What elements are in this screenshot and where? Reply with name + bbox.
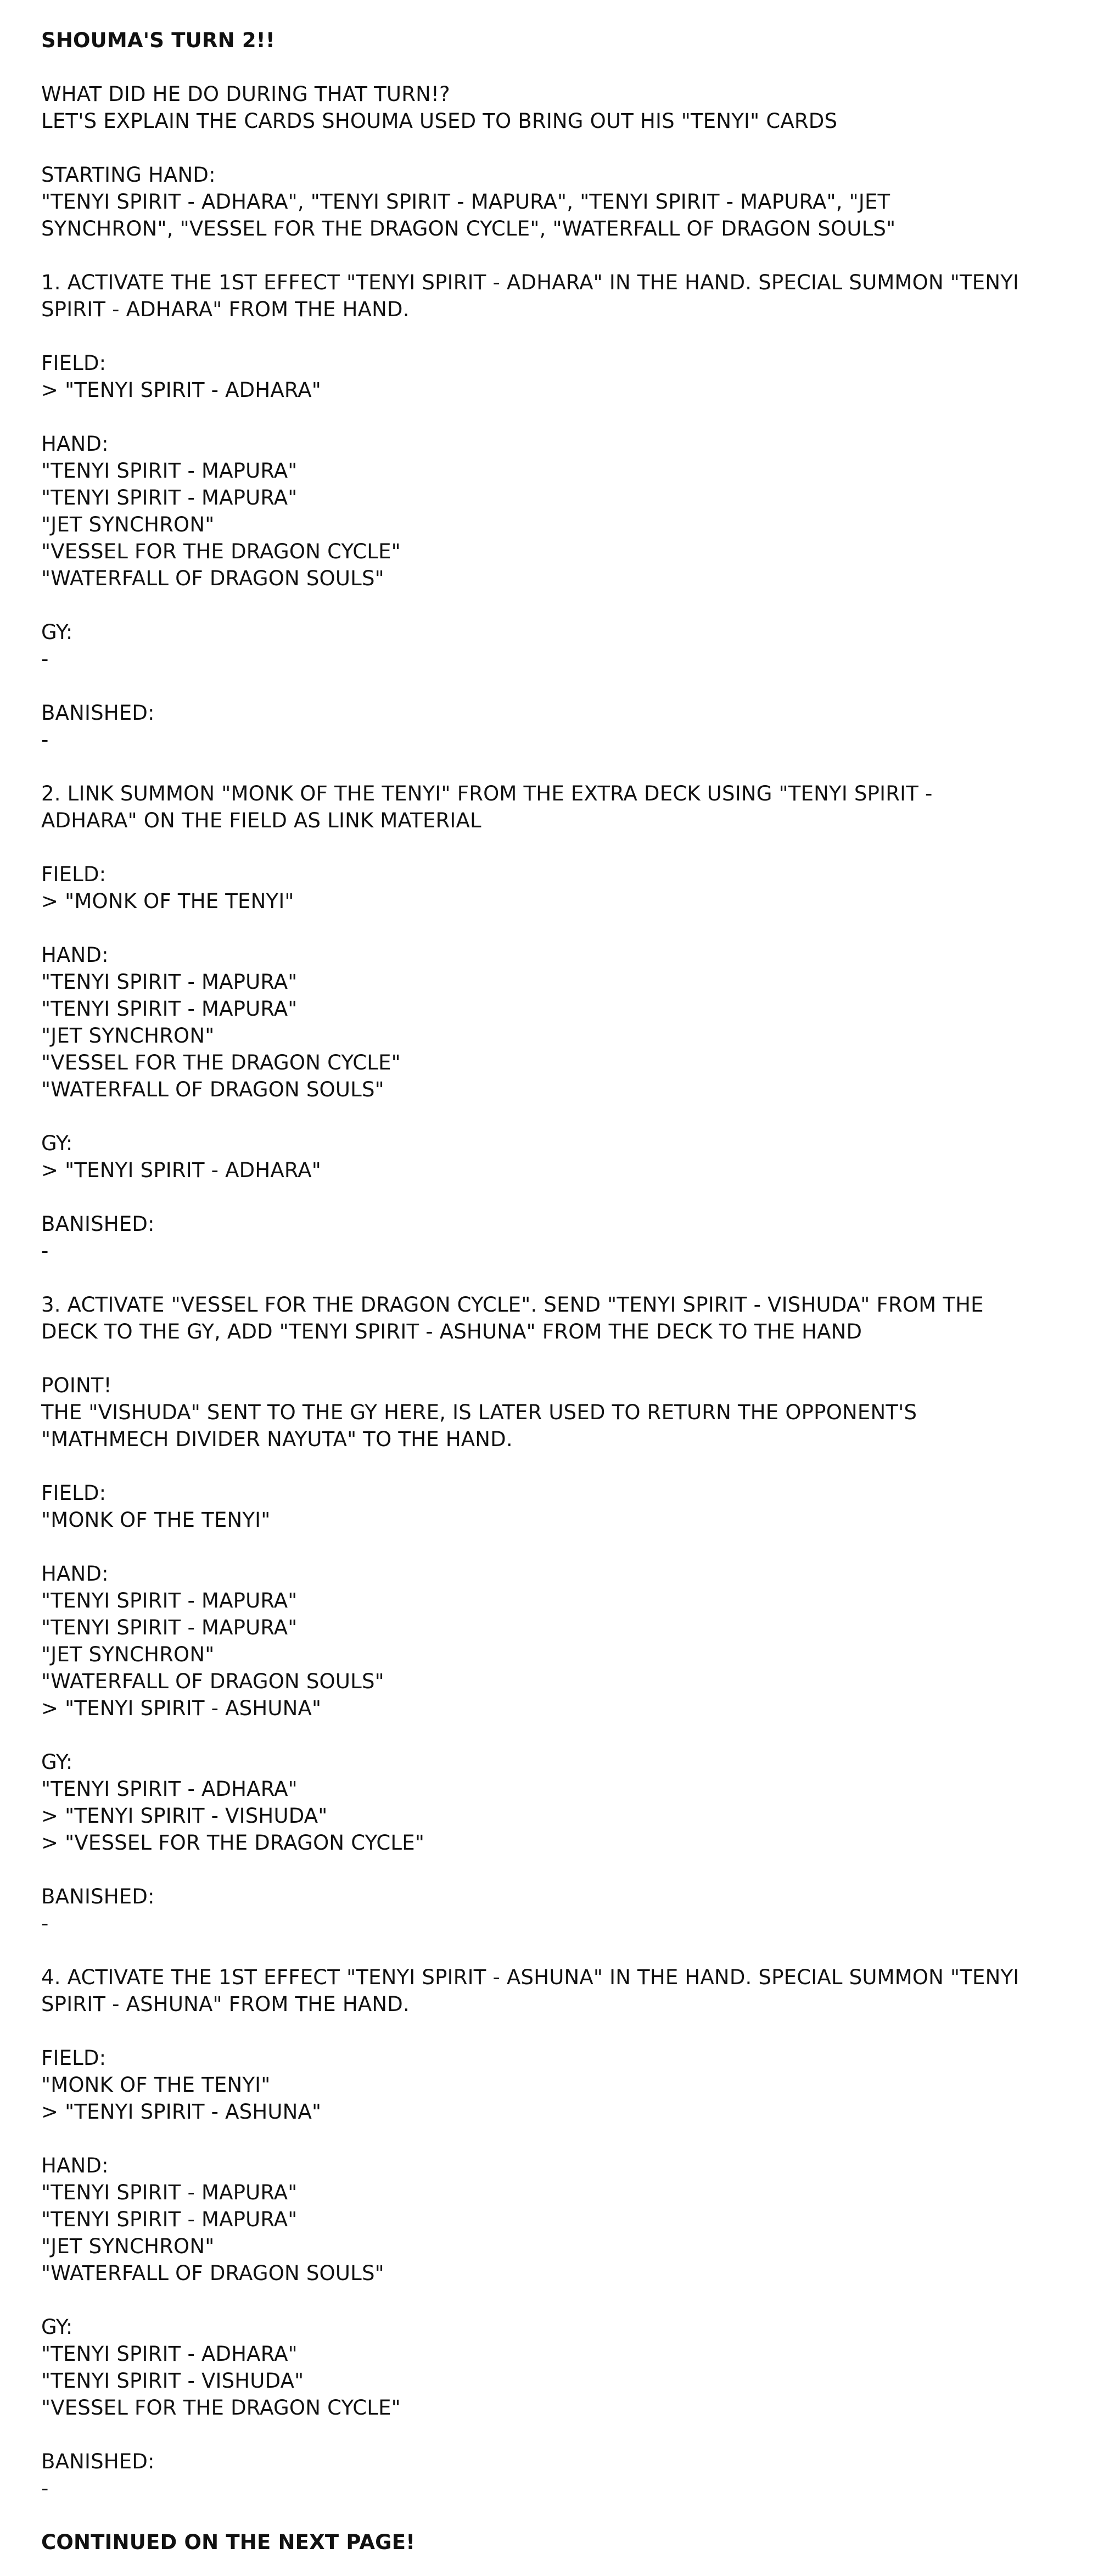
step1-hand-item: "TENYI SPIRIT - MAPURA" [41,486,298,509]
continued-footer: CONTINUED ON THE NEXT PAGE! [41,2530,416,2554]
step2-banished-heading: BANISHED: [41,1212,155,1236]
step1-description: 1. ACTIVATE THE 1ST EFFECT "TENYI SPIRIT - ADHARA" IN THE HAND. SPECIAL SUMMON "TENYI [41,271,1019,294]
step3-hand-item: "WATERFALL OF DRAGON SOULS" [41,1670,384,1693]
step1-gy-item: - [41,647,49,671]
step1-hand-item: "VESSEL FOR THE DRAGON CYCLE" [41,540,401,563]
step1-field-heading: FIELD: [41,351,107,375]
step3-hand-heading: HAND: [41,1562,109,1586]
starting-hand-heading: STARTING HAND: [41,163,216,187]
step2-gy-heading: GY: [41,1132,73,1155]
step3-point-heading: POINT! [41,1374,112,1397]
step3-description: DECK TO THE GY, ADD "TENYI SPIRIT - ASHUNA" FROM THE DECK TO THE HAND [41,1320,862,1343]
step1-hand-item: "WATERFALL OF DRAGON SOULS" [41,567,384,590]
step4-description: 4. ACTIVATE THE 1ST EFFECT "TENYI SPIRIT - ASHUNA" IN THE HAND. SPECIAL SUMMON "TENYI [41,1965,1019,1989]
step4-hand-item: "JET SYNCHRON" [41,2235,215,2258]
page-title: SHOUMA'S TURN 2!! [41,29,275,52]
step2-hand-item: "WATERFALL OF DRAGON SOULS" [41,1078,384,1101]
step4-hand-heading: HAND: [41,2154,109,2177]
step3-point-line: "MATHMECH DIVIDER NAYUTA" TO THE HAND. [41,1427,513,1451]
step1-gy-heading: GY: [41,620,73,644]
step4-gy-item: "TENYI SPIRIT - ADHARA" [41,2342,298,2366]
step3-banished-heading: BANISHED: [41,1885,155,1908]
step2-hand-item: "TENYI SPIRIT - MAPURA" [41,997,298,1021]
step1-banished-item: - [41,728,49,752]
step3-hand-item: > "TENYI SPIRIT - ASHUNA" [41,1696,322,1720]
step1-hand-item: "TENYI SPIRIT - MAPURA" [41,459,298,483]
step4-gy-item: "TENYI SPIRIT - VISHUDA" [41,2369,304,2393]
starting-hand-line: "TENYI SPIRIT - ADHARA", "TENYI SPIRIT - MAPURA", "TENYI SPIRIT - MAPURA", "JET [41,190,890,214]
step1-field-item: > "TENYI SPIRIT - ADHARA" [41,378,321,402]
step3-banished-item: - [41,1912,49,1935]
step4-description: SPIRIT - ASHUNA" FROM THE HAND. [41,1992,410,2016]
step3-gy-item: > "VESSEL FOR THE DRAGON CYCLE" [41,1831,425,1855]
step3-gy-item: "TENYI SPIRIT - ADHARA" [41,1777,298,1801]
step4-banished-item: - [41,2477,49,2500]
step4-field-item: "MONK OF THE TENYI" [41,2073,271,2097]
step2-banished-item: - [41,1239,49,1263]
step3-field-heading: FIELD: [41,1481,107,1505]
step2-description: 2. LINK SUMMON "MONK OF THE TENYI" FROM THE EXTRA DECK USING "TENYI SPIRIT - [41,782,933,805]
step2-field-heading: FIELD: [41,863,107,886]
step4-hand-item: "WATERFALL OF DRAGON SOULS" [41,2261,384,2285]
step3-hand-item: "TENYI SPIRIT - MAPURA" [41,1616,298,1639]
intro-line: LET'S EXPLAIN THE CARDS SHOUMA USED TO BRING OUT HIS "TENYI" CARDS [41,109,838,133]
step3-hand-item: "JET SYNCHRON" [41,1643,215,1666]
step4-gy-heading: GY: [41,2315,73,2339]
step2-hand-heading: HAND: [41,943,109,967]
step1-description: SPIRIT - ADHARA" FROM THE HAND. [41,298,410,321]
step2-hand-item: "JET SYNCHRON" [41,1024,215,1048]
step3-gy-item: > "TENYI SPIRIT - VISHUDA" [41,1804,328,1828]
step3-gy-heading: GY: [41,1750,73,1774]
step3-description: 3. ACTIVATE "VESSEL FOR THE DRAGON CYCLE". SEND "TENYI SPIRIT - VISHUDA" FROM THE [41,1293,984,1317]
step2-gy-item: > "TENYI SPIRIT - ADHARA" [41,1158,321,1182]
step2-field-item: > "MONK OF THE TENYI" [41,889,294,913]
step4-banished-heading: BANISHED: [41,2450,155,2473]
step1-hand-heading: HAND: [41,432,109,456]
step3-hand-item: "TENYI SPIRIT - MAPURA" [41,1589,298,1612]
step2-hand-item: "TENYI SPIRIT - MAPURA" [41,970,298,994]
starting-hand-line: SYNCHRON", "VESSEL FOR THE DRAGON CYCLE", "WATERFALL OF DRAGON SOULS" [41,217,896,240]
step3-field-item: "MONK OF THE TENYI" [41,1508,271,1532]
intro-line: WHAT DID HE DO DURING THAT TURN!? [41,82,450,106]
step3-point-line: THE "VISHUDA" SENT TO THE GY HERE, IS LATER USED TO RETURN THE OPPONENT'S [41,1401,917,1424]
step4-gy-item: "VESSEL FOR THE DRAGON CYCLE" [41,2396,401,2420]
step1-banished-heading: BANISHED: [41,701,155,725]
step1-hand-item: "JET SYNCHRON" [41,513,215,536]
step4-hand-item: "TENYI SPIRIT - MAPURA" [41,2181,298,2204]
step4-field-heading: FIELD: [41,2046,107,2070]
step4-hand-item: "TENYI SPIRIT - MAPURA" [41,2208,298,2231]
step2-description: ADHARA" ON THE FIELD AS LINK MATERIAL [41,809,481,832]
step4-field-item: > "TENYI SPIRIT - ASHUNA" [41,2100,322,2124]
step2-hand-item: "VESSEL FOR THE DRAGON CYCLE" [41,1051,401,1074]
